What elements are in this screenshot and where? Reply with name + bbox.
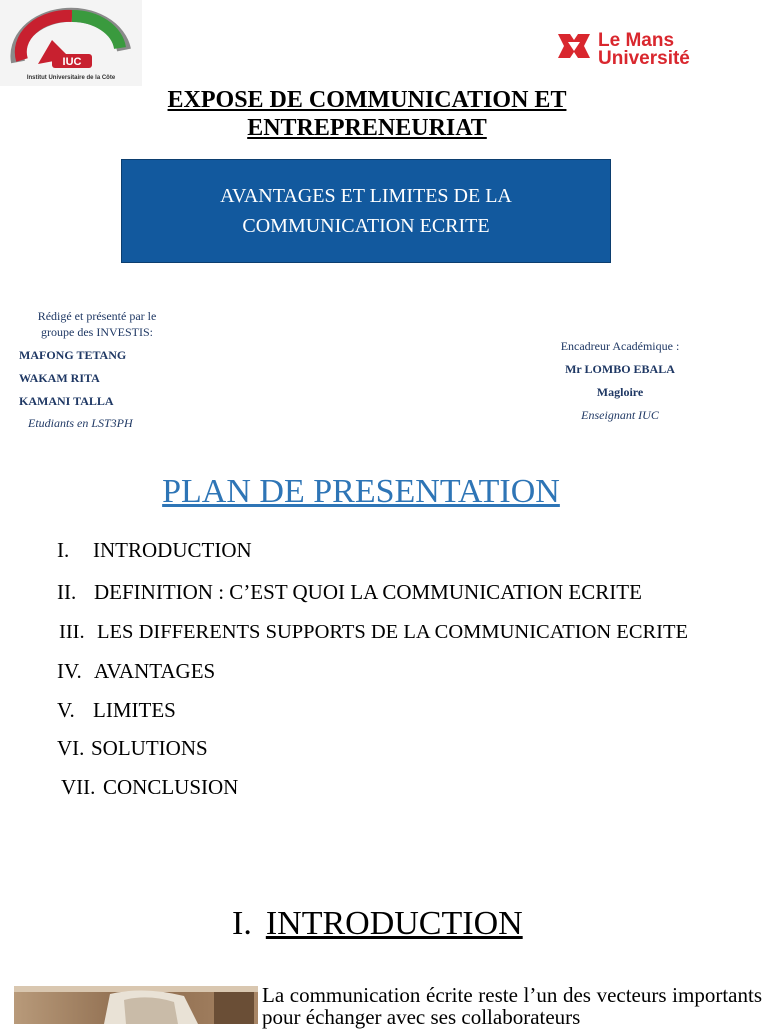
plan-item-label: LES DIFFERENTS SUPPORTS DE LA COMMUNICATION ECRITE (97, 621, 689, 643)
section-heading-introduction (232, 904, 523, 944)
supervisor-label: Encadreur Académique : (560, 339, 680, 353)
iuc-logo-caption: Institut Universitaire de la Côte (26, 75, 116, 81)
plan-item-label: SOLUTIONS (91, 736, 208, 760)
plan-item-number: VII. (61, 775, 96, 799)
topic-banner (121, 159, 611, 263)
section-number: I. (232, 905, 252, 942)
section-title: INTRODUCTION (265, 905, 523, 942)
plan-item-number: II. (57, 580, 77, 604)
authors-intro-line2: groupe des INVESTIS: (41, 325, 153, 339)
iuc-logo-text: IUC (62, 56, 82, 68)
supervisor-role: Enseignant IUC (581, 408, 659, 422)
plan-item-conclusion (61, 774, 238, 800)
plan-item-definition (57, 579, 642, 605)
plan-item-introduction (57, 537, 252, 563)
plan-item-number: IV. (57, 659, 82, 683)
plan-item-label: INTRODUCTION (93, 538, 252, 562)
author-name: KAMANI TALLA (19, 394, 114, 408)
le-mans-universite-logo (540, 20, 760, 76)
le-mans-logo-line1: Le Mans (598, 30, 675, 51)
authors-intro (22, 308, 172, 340)
plan-item-supports (59, 619, 688, 645)
plan-item-avantages (57, 658, 215, 684)
topic-line1: AVANTAGES ET LIMITES DE LA (220, 185, 512, 207)
page-title (0, 86, 734, 142)
page-title-line2: ENTREPRENEURIAT (247, 115, 487, 141)
plan-item-label: LIMITES (93, 698, 176, 722)
plan-item-label: AVANTAGES (94, 659, 216, 683)
introduction-paragraph: La communication écrite reste l’un des vecteurs importants pour échanger avec ses collaborateurs (262, 983, 762, 1029)
topic-line2: COMMUNICATION ECRITE (242, 215, 490, 237)
authors-note: Etudiants en LST3PH (28, 416, 133, 430)
plan-item-label: DEFINITION : C’EST QUOI LA COMMUNICATION ECRITE (94, 580, 642, 604)
plan-item-number: V. (57, 698, 75, 722)
plan-item-limites (57, 697, 176, 723)
iuc-logo (0, 0, 142, 86)
page-title-line1: EXPOSE DE COMMUNICATION ET (167, 87, 567, 113)
le-mans-logo-line2: Université (598, 48, 690, 69)
plan-item-label: CONCLUSION (103, 775, 239, 799)
supervisor-name-line1: Mr LOMBO EBALA (565, 362, 675, 376)
plan-item-solutions (57, 735, 208, 761)
authors-intro-line1: Rédigé et présenté par le (37, 309, 157, 323)
author-name: MAFONG TETANG (19, 348, 127, 362)
plan-item-number: III. (59, 621, 85, 643)
author-name: WAKAM RITA (19, 371, 100, 385)
plan-item-number: I. (57, 538, 70, 562)
introduction-photo (14, 986, 258, 1024)
supervisor-name-line2: Magloire (596, 385, 644, 399)
plan-item-number: VI. (57, 736, 85, 760)
plan-title: PLAN DE PRESENTATION (162, 473, 560, 510)
